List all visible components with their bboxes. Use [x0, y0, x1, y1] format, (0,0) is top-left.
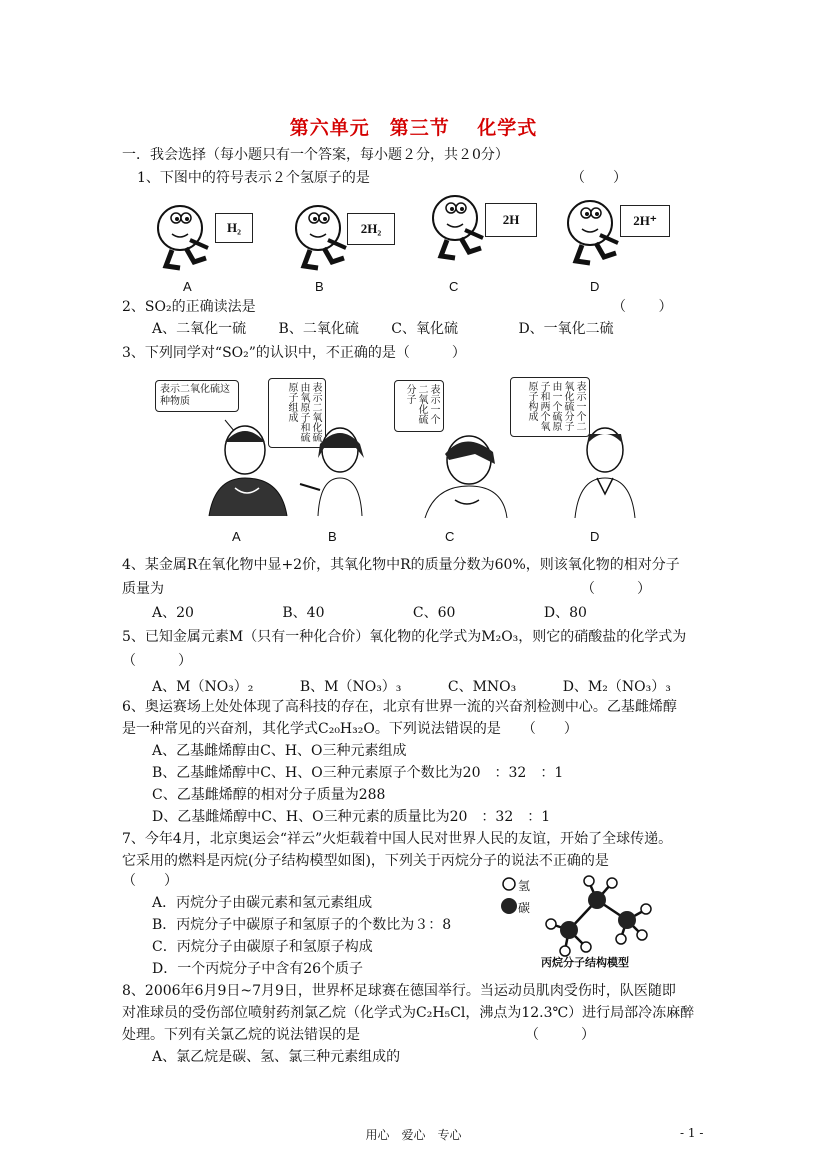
- q3-speech-b: 表示二氧化硫由氧原子和硫原子组成: [268, 378, 326, 448]
- q8-answer-paren: （ ）: [525, 1027, 595, 1043]
- q1-label-box-c: 2H: [485, 203, 537, 237]
- q4-options: A、20 B、40 C、60 D、80: [152, 605, 587, 621]
- q7-line3: （ ）: [122, 873, 178, 889]
- q5-line2: （ ）: [122, 653, 192, 669]
- section-heading: 一．我会选择（每小题只有一个答案，每小题２分，共２0分）: [122, 147, 509, 163]
- q3-option-b: B: [328, 529, 337, 544]
- page-title: 第六单元 第三节 化学式: [289, 117, 538, 139]
- q8-line1: 8、2006年6月9日~7月9日，世界杯足球赛在德国举行。当运动员肌肉受伤时，队医随即: [122, 983, 676, 999]
- q7-option-d: D．一个丙烷分子中含有26个质子: [152, 961, 364, 977]
- q3-option-c: C: [445, 529, 455, 544]
- page-footer: 用心 爱心 专心: [365, 1128, 462, 1142]
- q6-line1: 6、奥运赛场上处处体现了高科技的存在，北京有世界一流的兴奋剂检测中心。乙基雌烯醇: [122, 699, 677, 715]
- q6-line2: 是一种常见的兴奋剂，其化学式C₂₀H₃₂O。下列说法错误的是 （ ）: [122, 721, 578, 737]
- q6-option-c: C、乙基雌烯醇的相对分子质量为288: [152, 787, 386, 803]
- student-person-d-icon: [565, 420, 645, 520]
- q6-option-d: D、乙基雌烯醇中C、H、O三种元素的质量比为20 ：32 ：1: [152, 809, 551, 825]
- q3-speech-c: 表示一个二氧化硫分子: [394, 380, 444, 432]
- q3-option-d: D: [590, 529, 600, 544]
- q7-option-c: C．丙烷分子由碳原子和氢原子构成: [152, 939, 373, 955]
- q6-option-a: A、乙基雌烯醇由C、H、O三种元素组成: [152, 743, 407, 759]
- q6-option-b: B、乙基雌烯醇中C、H、O三种元素原子个数比为20 ：32 ：1: [152, 765, 564, 781]
- q1-option-c: C: [449, 279, 459, 294]
- student-person-c-icon: [415, 430, 515, 520]
- q1-text: 1、下图中的符号表示２个氢原子的是: [137, 170, 370, 186]
- q1-label-box-b: 2H₂: [347, 213, 395, 245]
- q7-line1: 7、今年4月，北京奥运会“祥云”火炬载着中国人民对世界人民的友谊，开始了全球传递。: [122, 831, 673, 847]
- q7-option-b: B．丙烷分子中碳原子和氢原子的个数比为３：8: [152, 917, 452, 933]
- propane-legend-carbon: 碳: [518, 901, 531, 915]
- student-person-b-icon: [290, 418, 380, 518]
- q4-answer-paren: （ ）: [581, 581, 651, 597]
- q1-option-d: D: [590, 279, 600, 294]
- q1-label-box-d: 2H⁺: [620, 205, 670, 237]
- q5-options: A、M（NO₃）₂ B、M（NO₃）₃ C、MNO₃ D、M₂（NO₃）₃: [152, 679, 671, 695]
- q2-options: A、二氧化一硫 B、二氧化硫 C、氧化硫 D、一氧化二硫: [152, 321, 614, 337]
- propane-legend-hydrogen: 氢: [518, 879, 531, 893]
- q3-option-a: A: [232, 529, 241, 544]
- q4-line2: 质量为: [122, 581, 164, 597]
- q4-line1: 4、某金属R在氧化物中显+2价，其氧化物中R的质量分数为60%，则该氧化物的相对分子: [122, 557, 680, 573]
- q5-line1: 5、已知金属元素M（只有一种化合价）氧化物的化学式为M₂O₃，则它的硝酸盐的化学式为: [122, 629, 687, 645]
- q2-text: 2、SO₂的正确读法是: [122, 299, 256, 315]
- q3-speech-d: 表示一个二氧化硫分子由一个硫原子和两个氧原子构成: [510, 377, 590, 437]
- q1-option-b: B: [315, 279, 324, 294]
- propane-caption: 丙烷分子结构模型: [541, 956, 629, 969]
- q3-speech-a: 表示二氧化硫这种物质: [155, 380, 239, 412]
- q8-option-a: A、氯乙烷是碳、氢、氯三种元素组成的: [152, 1049, 401, 1065]
- q7-option-a: A．丙烷分子由碳元素和氢元素组成: [152, 895, 373, 911]
- q1-answer-paren: （ ）: [571, 170, 627, 186]
- q8-line3: 处理。下列有关氯乙烷的说法错误的是: [122, 1027, 360, 1043]
- q7-line2: 它采用的燃料是丙烷(分子结构模型如图)，下列关于丙烷分子的说法不正确的是: [122, 853, 609, 869]
- page-number: - 1 -: [680, 1126, 704, 1140]
- q3-text: 3、下列同学对“SO₂”的认识中，不正确的是（ ）: [122, 345, 466, 361]
- q1-option-a: A: [183, 279, 192, 294]
- q1-label-box-a: H₂: [215, 213, 253, 243]
- q2-answer-paren: （ ）: [612, 299, 673, 315]
- q8-line2: 对准球员的受伤部位喷射药剂氯乙烷（化学式为C₂H₅Cl，沸点为12.3℃）进行局部冷冻麻醉: [122, 1005, 695, 1021]
